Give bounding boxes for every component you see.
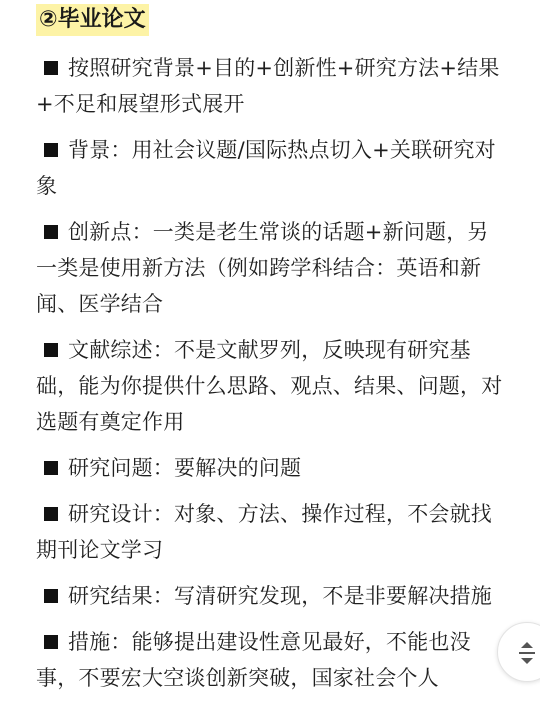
list-item-text: 创新点：一类是老生常谈的话题+新问题，另一类是使用新方法（例如跨学科结合：英语和新闻、医学结合 bbox=[36, 220, 489, 316]
list-item bbox=[36, 214, 506, 322]
black-square-icon bbox=[44, 507, 58, 521]
list-item bbox=[36, 496, 506, 568]
list-item bbox=[36, 332, 506, 440]
list-item-text: 研究设计：对象、方法、操作过程，不会就找期刊论文学习 bbox=[36, 502, 492, 562]
list-item-text: 研究问题：要解决的问题 bbox=[68, 456, 302, 480]
list-item-text: 措施：能够提出建设性意见最好，不能也没事，不要宏大空谈创新突破，国家社会个人 bbox=[36, 630, 471, 690]
list-item-text: 背景：用社会议题/国际热点切入+关联研究对象 bbox=[36, 138, 496, 198]
black-square-icon bbox=[44, 61, 58, 75]
list-item-text: 文献综述：不是文献罗列，反映现有研究基础，能为你提供什么思路、观点、结果、问题，对选题有奠定作用 bbox=[36, 338, 503, 434]
black-square-icon bbox=[44, 589, 58, 603]
list-item bbox=[36, 450, 506, 486]
list-item bbox=[36, 50, 506, 122]
list-item bbox=[36, 132, 506, 204]
black-square-icon bbox=[44, 343, 58, 357]
list-item-text: 按照研究背景+目的+创新性+研究方法+结果+不足和展望形式展开 bbox=[36, 56, 500, 116]
list-item bbox=[36, 624, 506, 696]
black-square-icon bbox=[44, 461, 58, 475]
scroll-position-icon bbox=[514, 640, 540, 666]
list-item-text: 研究结果：写清研究发现，不是非要解决措施 bbox=[68, 584, 492, 608]
section-heading: ②毕业论文 bbox=[36, 4, 149, 36]
black-square-icon bbox=[44, 225, 58, 239]
black-square-icon bbox=[44, 635, 58, 649]
list-item bbox=[36, 578, 506, 614]
note-content bbox=[36, 4, 506, 706]
black-square-icon bbox=[44, 143, 58, 157]
